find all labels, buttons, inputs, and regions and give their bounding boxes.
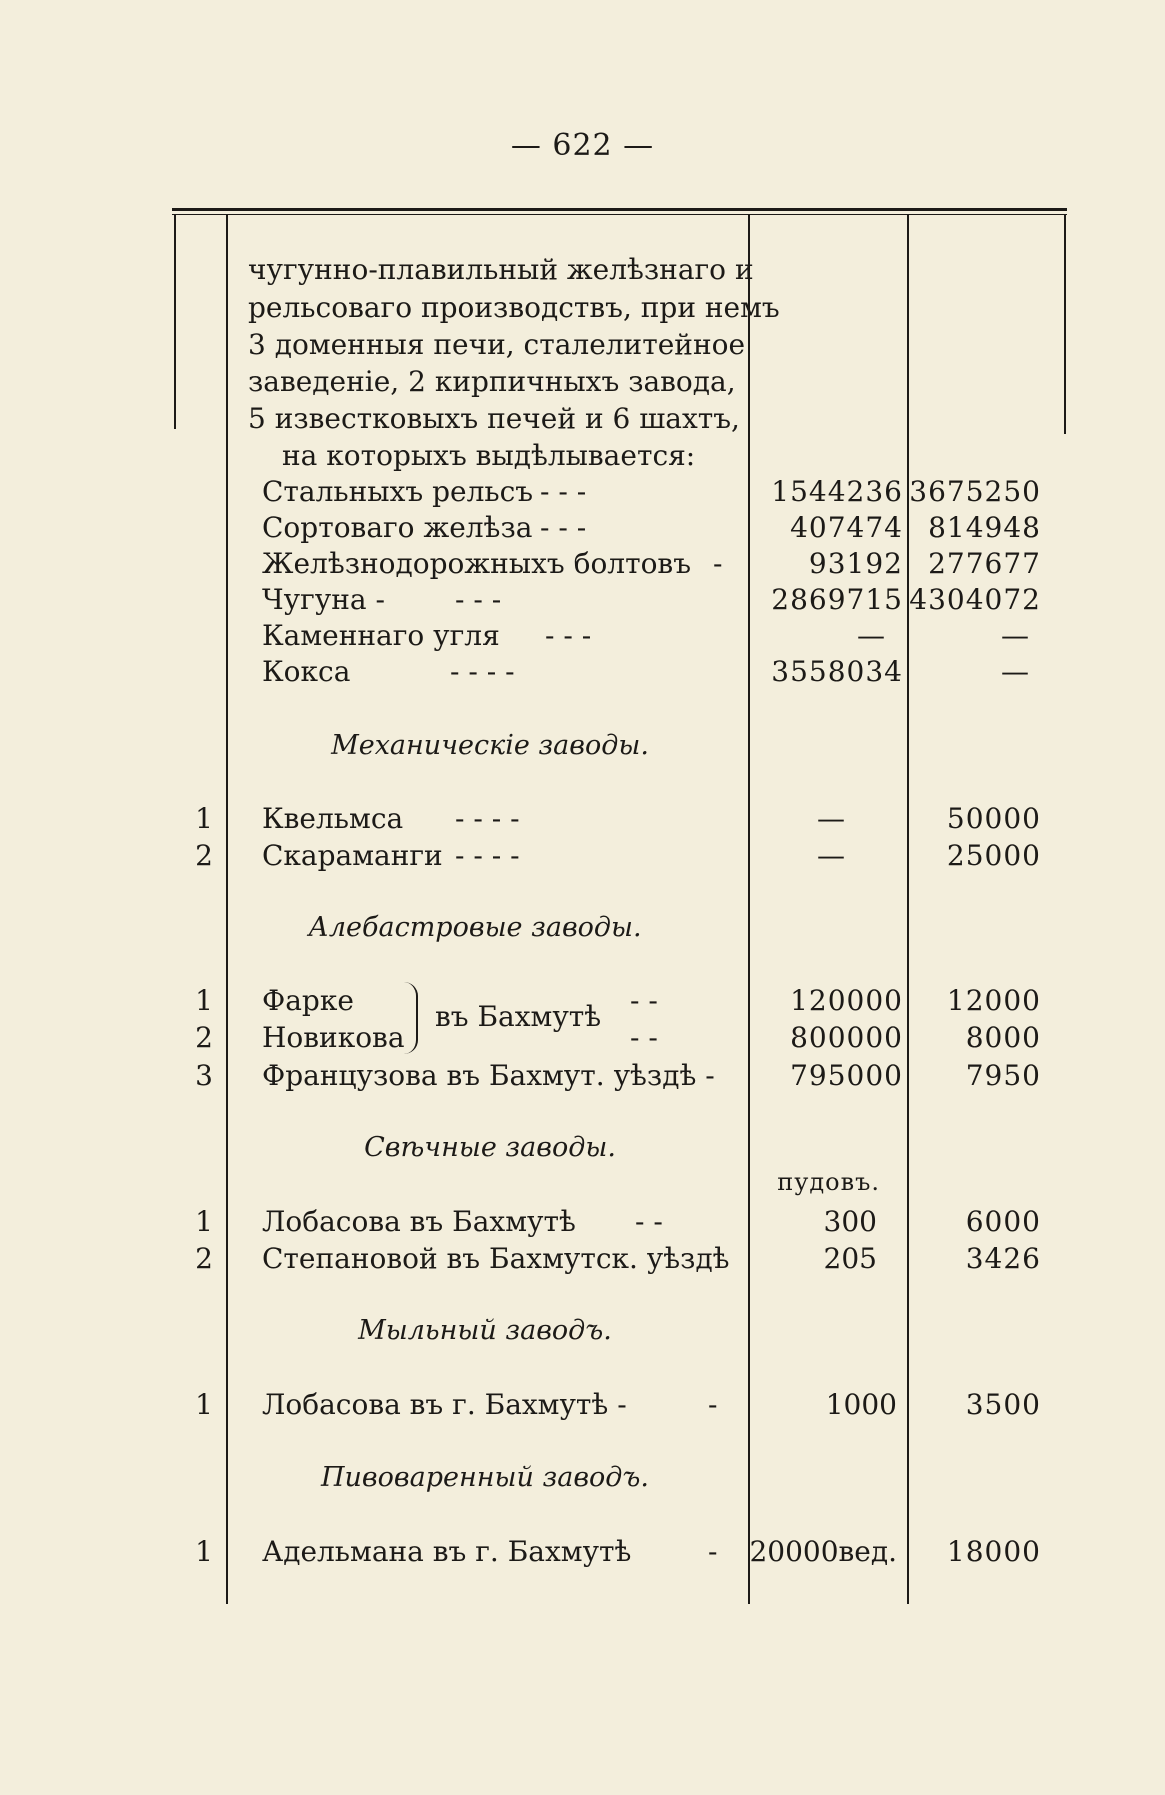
table-row bbox=[0, 618, 1165, 654]
quantity-cell: — bbox=[857, 619, 885, 652]
leader-dash: - - - - bbox=[450, 655, 515, 688]
table-row bbox=[0, 510, 1165, 546]
table-row bbox=[0, 546, 1165, 582]
entry-name: Новикова bbox=[262, 1021, 405, 1054]
product-name: Сортоваго желѣза bbox=[262, 511, 533, 544]
quantity-cell: 3558034 bbox=[771, 655, 903, 688]
table-top-rule-thin bbox=[172, 214, 1067, 215]
brace-group bbox=[0, 980, 1165, 1060]
product-name: Стальныхъ рельсъ bbox=[262, 475, 534, 508]
leader-dash: - - - - bbox=[455, 839, 520, 872]
product-name: Каменнаго угля bbox=[262, 619, 500, 652]
leader-dash: - bbox=[708, 1535, 718, 1568]
quantity-cell: 1544236 bbox=[771, 475, 903, 508]
product-name: Желѣзнодорожныхъ болтовъ bbox=[262, 547, 692, 580]
table-row bbox=[0, 654, 1165, 690]
leader-dash: - - bbox=[630, 984, 658, 1017]
value-cell: 277677 bbox=[928, 547, 1041, 580]
row-number: 1 bbox=[195, 802, 213, 835]
leader-dash: - - - - bbox=[455, 802, 520, 835]
quantity-cell: 300 bbox=[823, 1205, 877, 1238]
section-heading: Механическіе заводы. bbox=[331, 730, 649, 761]
leader-dash: - - - bbox=[540, 475, 587, 508]
value-cell: 6000 bbox=[965, 1205, 1041, 1238]
leader-dash: - - - bbox=[540, 511, 587, 544]
entry-name: Лобасова въ Бахмутѣ bbox=[262, 1205, 576, 1238]
brace-label: въ Бахмутѣ bbox=[435, 1000, 602, 1033]
value-cell: 7950 bbox=[965, 1059, 1041, 1092]
value-cell: 3426 bbox=[965, 1242, 1041, 1275]
value-cell: 8000 bbox=[965, 1021, 1041, 1054]
table-row bbox=[0, 474, 1165, 510]
table-row bbox=[0, 582, 1165, 618]
table-row bbox=[0, 1534, 1165, 1570]
row-number: 2 bbox=[195, 1021, 213, 1054]
table-top-rule bbox=[172, 208, 1067, 211]
leader-dash: - - - bbox=[545, 619, 592, 652]
row-number: 3 bbox=[195, 1059, 213, 1092]
table-row bbox=[0, 801, 1165, 837]
intro-line: рельсоваго производствъ, при немъ bbox=[248, 291, 780, 324]
quantity-cell: 120000 bbox=[790, 984, 903, 1017]
row-number: 2 bbox=[195, 839, 213, 872]
leader-dash: - - bbox=[635, 1205, 663, 1238]
row-number: 1 bbox=[195, 1388, 213, 1421]
quantity-cell: 795000 bbox=[790, 1059, 903, 1092]
intro-line: 5 известковыхъ печей и 6 шахтъ, bbox=[248, 402, 740, 435]
table-row bbox=[0, 1387, 1165, 1423]
section-heading: Свѣчные заводы. bbox=[364, 1132, 616, 1163]
table-row bbox=[0, 838, 1165, 874]
intro-line: на которыхъ выдѣлывается: bbox=[282, 439, 696, 472]
value-cell: — bbox=[1001, 619, 1029, 652]
intro-line: чугунно-плавильный желѣзнаго и bbox=[248, 253, 754, 286]
entry-name: Степановой въ Бахмутск. уѣздѣ bbox=[262, 1242, 730, 1275]
table-row bbox=[0, 1204, 1165, 1240]
value-cell: 25000 bbox=[946, 839, 1041, 872]
intro-line: заведеніе, 2 кирпичныхъ завода, bbox=[248, 365, 736, 398]
quantity-cell: 1000 bbox=[825, 1388, 897, 1421]
entry-name: Адельмана въ г. Бахмутѣ bbox=[262, 1535, 632, 1568]
table-row bbox=[0, 1058, 1165, 1094]
section-heading: Алебастровые заводы. bbox=[308, 912, 642, 943]
leader-dash: - bbox=[708, 1388, 718, 1421]
row-number: 1 bbox=[195, 1205, 213, 1238]
page-number: — 622 — bbox=[510, 128, 655, 163]
value-cell: — bbox=[1001, 655, 1029, 688]
unit-label: пудовъ. bbox=[777, 1168, 880, 1196]
product-name: Кокса bbox=[262, 655, 351, 688]
quantity-cell: — bbox=[817, 802, 845, 835]
leader-dash: - - - bbox=[455, 583, 502, 616]
intro-line: 3 доменныя печи, сталелитейное bbox=[248, 328, 746, 361]
leader-dash: - bbox=[713, 547, 723, 580]
value-cell: 814948 bbox=[928, 511, 1041, 544]
row-number: 1 bbox=[195, 984, 213, 1017]
entry-name: Скараманги bbox=[262, 839, 443, 872]
quantity-cell: — bbox=[817, 839, 845, 872]
row-number: 2 bbox=[195, 1242, 213, 1275]
brace-shape bbox=[404, 982, 418, 1054]
product-name: Чугуна - bbox=[262, 583, 385, 616]
quantity-cell: 205 bbox=[823, 1242, 877, 1275]
quantity-cell: 800000 bbox=[790, 1021, 903, 1054]
entry-name: Лобасова въ г. Бахмутѣ - bbox=[262, 1388, 627, 1421]
value-cell: 3675250 bbox=[909, 475, 1041, 508]
entry-name: Французова въ Бахмут. уѣздѣ - bbox=[262, 1059, 715, 1092]
quantity-cell: 407474 bbox=[790, 511, 903, 544]
leader-dash: - - bbox=[630, 1021, 658, 1054]
quantity-cell: 20000вед. bbox=[749, 1535, 897, 1568]
section-heading: Мыльный заводъ. bbox=[358, 1315, 612, 1346]
quantity-cell: 93192 bbox=[808, 547, 903, 580]
value-cell: 18000 bbox=[946, 1535, 1041, 1568]
row-number: 1 bbox=[195, 1535, 213, 1568]
quantity-cell: 2869715 bbox=[771, 583, 903, 616]
value-cell: 4304072 bbox=[909, 583, 1041, 616]
column-rule-right-upper bbox=[1064, 214, 1066, 434]
section-heading: Пивоваренный заводъ. bbox=[321, 1462, 649, 1493]
entry-name: Квельмса bbox=[262, 802, 404, 835]
entry-name: Фарке bbox=[262, 984, 354, 1017]
value-cell: 3500 bbox=[965, 1388, 1041, 1421]
value-cell: 50000 bbox=[946, 802, 1041, 835]
column-rule-left-upper bbox=[174, 214, 176, 429]
value-cell: 12000 bbox=[946, 984, 1041, 1017]
table-row bbox=[0, 1241, 1165, 1277]
